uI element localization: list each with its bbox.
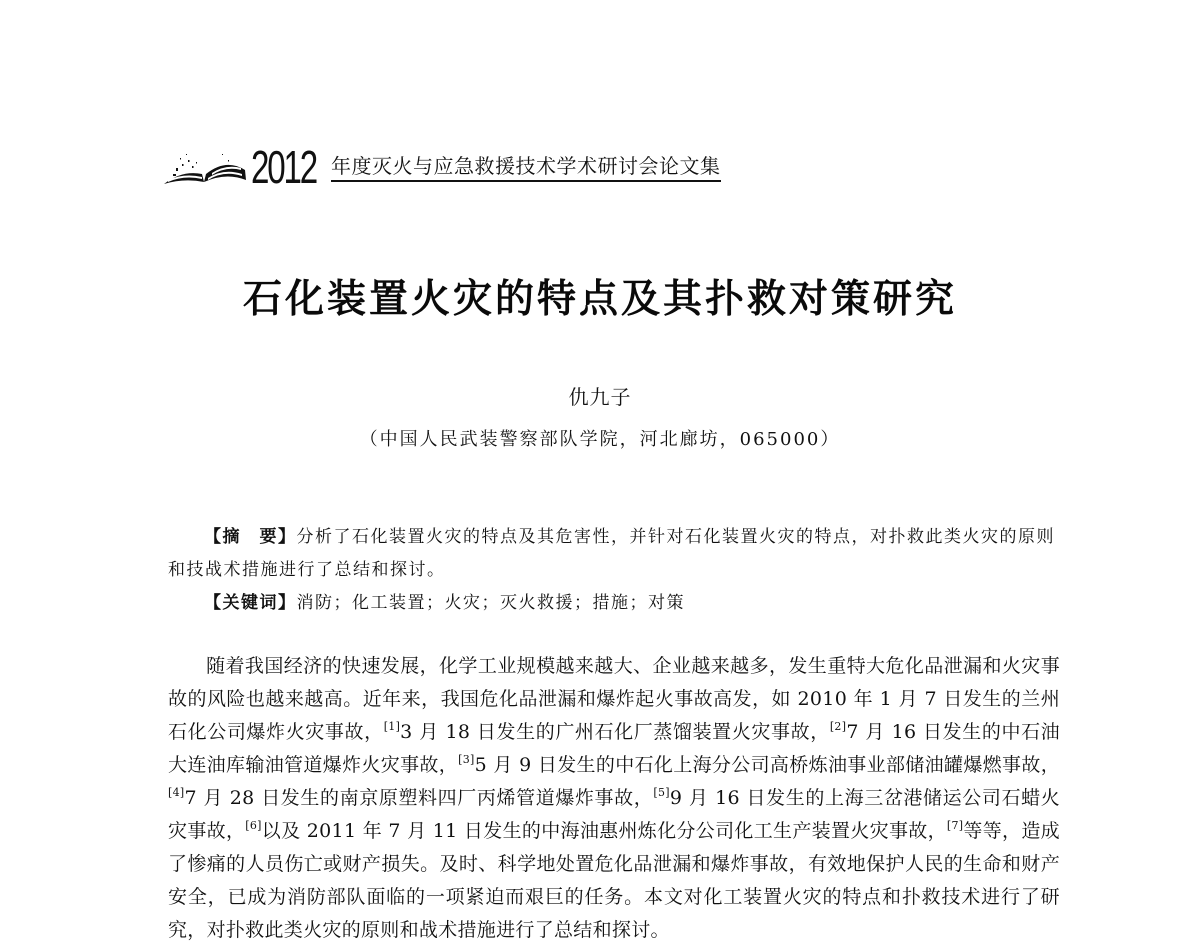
proceedings-header bbox=[162, 136, 721, 193]
keywords-text: 消防；化工装置；火灾；灭火救援；措施；对策 bbox=[296, 593, 685, 613]
citation-1[interactable]: [1] bbox=[383, 720, 401, 733]
article-title: 石化装置火灾的特点及其扑救对策研究 bbox=[242, 276, 957, 322]
citation-3[interactable]: [3] bbox=[458, 753, 475, 766]
citation-2[interactable]: [2] bbox=[829, 720, 847, 733]
abstract-text: 分析了石化装置火灾的特点及其危害性，并针对石化装置火灾的特点，对扑救此类火灾的原则和技战术措施进行了总结和探讨。 bbox=[168, 527, 1055, 580]
citation-4[interactable]: [4] bbox=[168, 786, 185, 799]
keywords-label: 【关键词】 bbox=[204, 593, 297, 613]
body-segment: 7 月 16 日发生的中石油大连油库输油管道爆炸火灾事故， bbox=[168, 721, 1060, 776]
open-book-icon bbox=[162, 140, 247, 186]
body-segment: 等等，造成了惨痛的人员伤亡或财产损失。及时、科学地处置危化品泄漏和爆炸事故，有效地保护人民的生命和财产安全，已成为消防部队面临的一项紧迫而艰巨的任务。本文对化工装置火灾的特点和扑救技术进行了研究，对扑救此类火灾的原则和战术措施进行了总结和探讨。 bbox=[168, 820, 1060, 941]
conference-year: 2012 bbox=[251, 141, 317, 193]
body-segment: 5 月 9 日发生的中石化上海分公司高桥炼油事业部储油罐爆燃事故， bbox=[474, 754, 1060, 776]
author-affiliation: （中国人民武装警察部队学院，河北廊坊，065000） bbox=[359, 429, 841, 450]
abstract bbox=[168, 521, 1058, 587]
introduction-paragraph bbox=[168, 650, 1060, 947]
proceedings-series-title: 年度灭火与应急救援技术学术研讨会论文集 bbox=[331, 154, 721, 182]
body-segment: 9 月 16 日发生的上海三岔港储运公司石蜡火灾事故， bbox=[168, 787, 1060, 842]
body-segment: 3 月 18 日发生的广州石化厂蒸馏装置火灾事故， bbox=[400, 721, 830, 743]
author-name: 仇九子 bbox=[568, 385, 632, 409]
abstract-label: 【摘 要】 bbox=[204, 527, 297, 547]
body-segment: 以及 2011 年 7 月 11 日发生的中海油惠州炼化分公司化工生产装置火灾事故， bbox=[261, 820, 947, 842]
body-segment: 随着我国经济的快速发展，化学工业规模越来越大、企业越来越多，发生重特大危化品泄漏和火灾事故的风险也越来越高。近年来，我国危化品泄漏和爆炸起火事故高发，如 2010 年 1 月 7 日发生的兰州石化公司爆炸火灾事故， bbox=[168, 655, 1060, 743]
citation-7[interactable]: [7] bbox=[946, 819, 964, 832]
keywords bbox=[204, 587, 685, 620]
body-segment: 7 月 28 日发生的南京原塑料四厂丙烯管道爆炸事故， bbox=[184, 787, 654, 809]
citation-5[interactable]: [5] bbox=[653, 786, 670, 799]
citation-6[interactable]: [6] bbox=[245, 819, 262, 832]
